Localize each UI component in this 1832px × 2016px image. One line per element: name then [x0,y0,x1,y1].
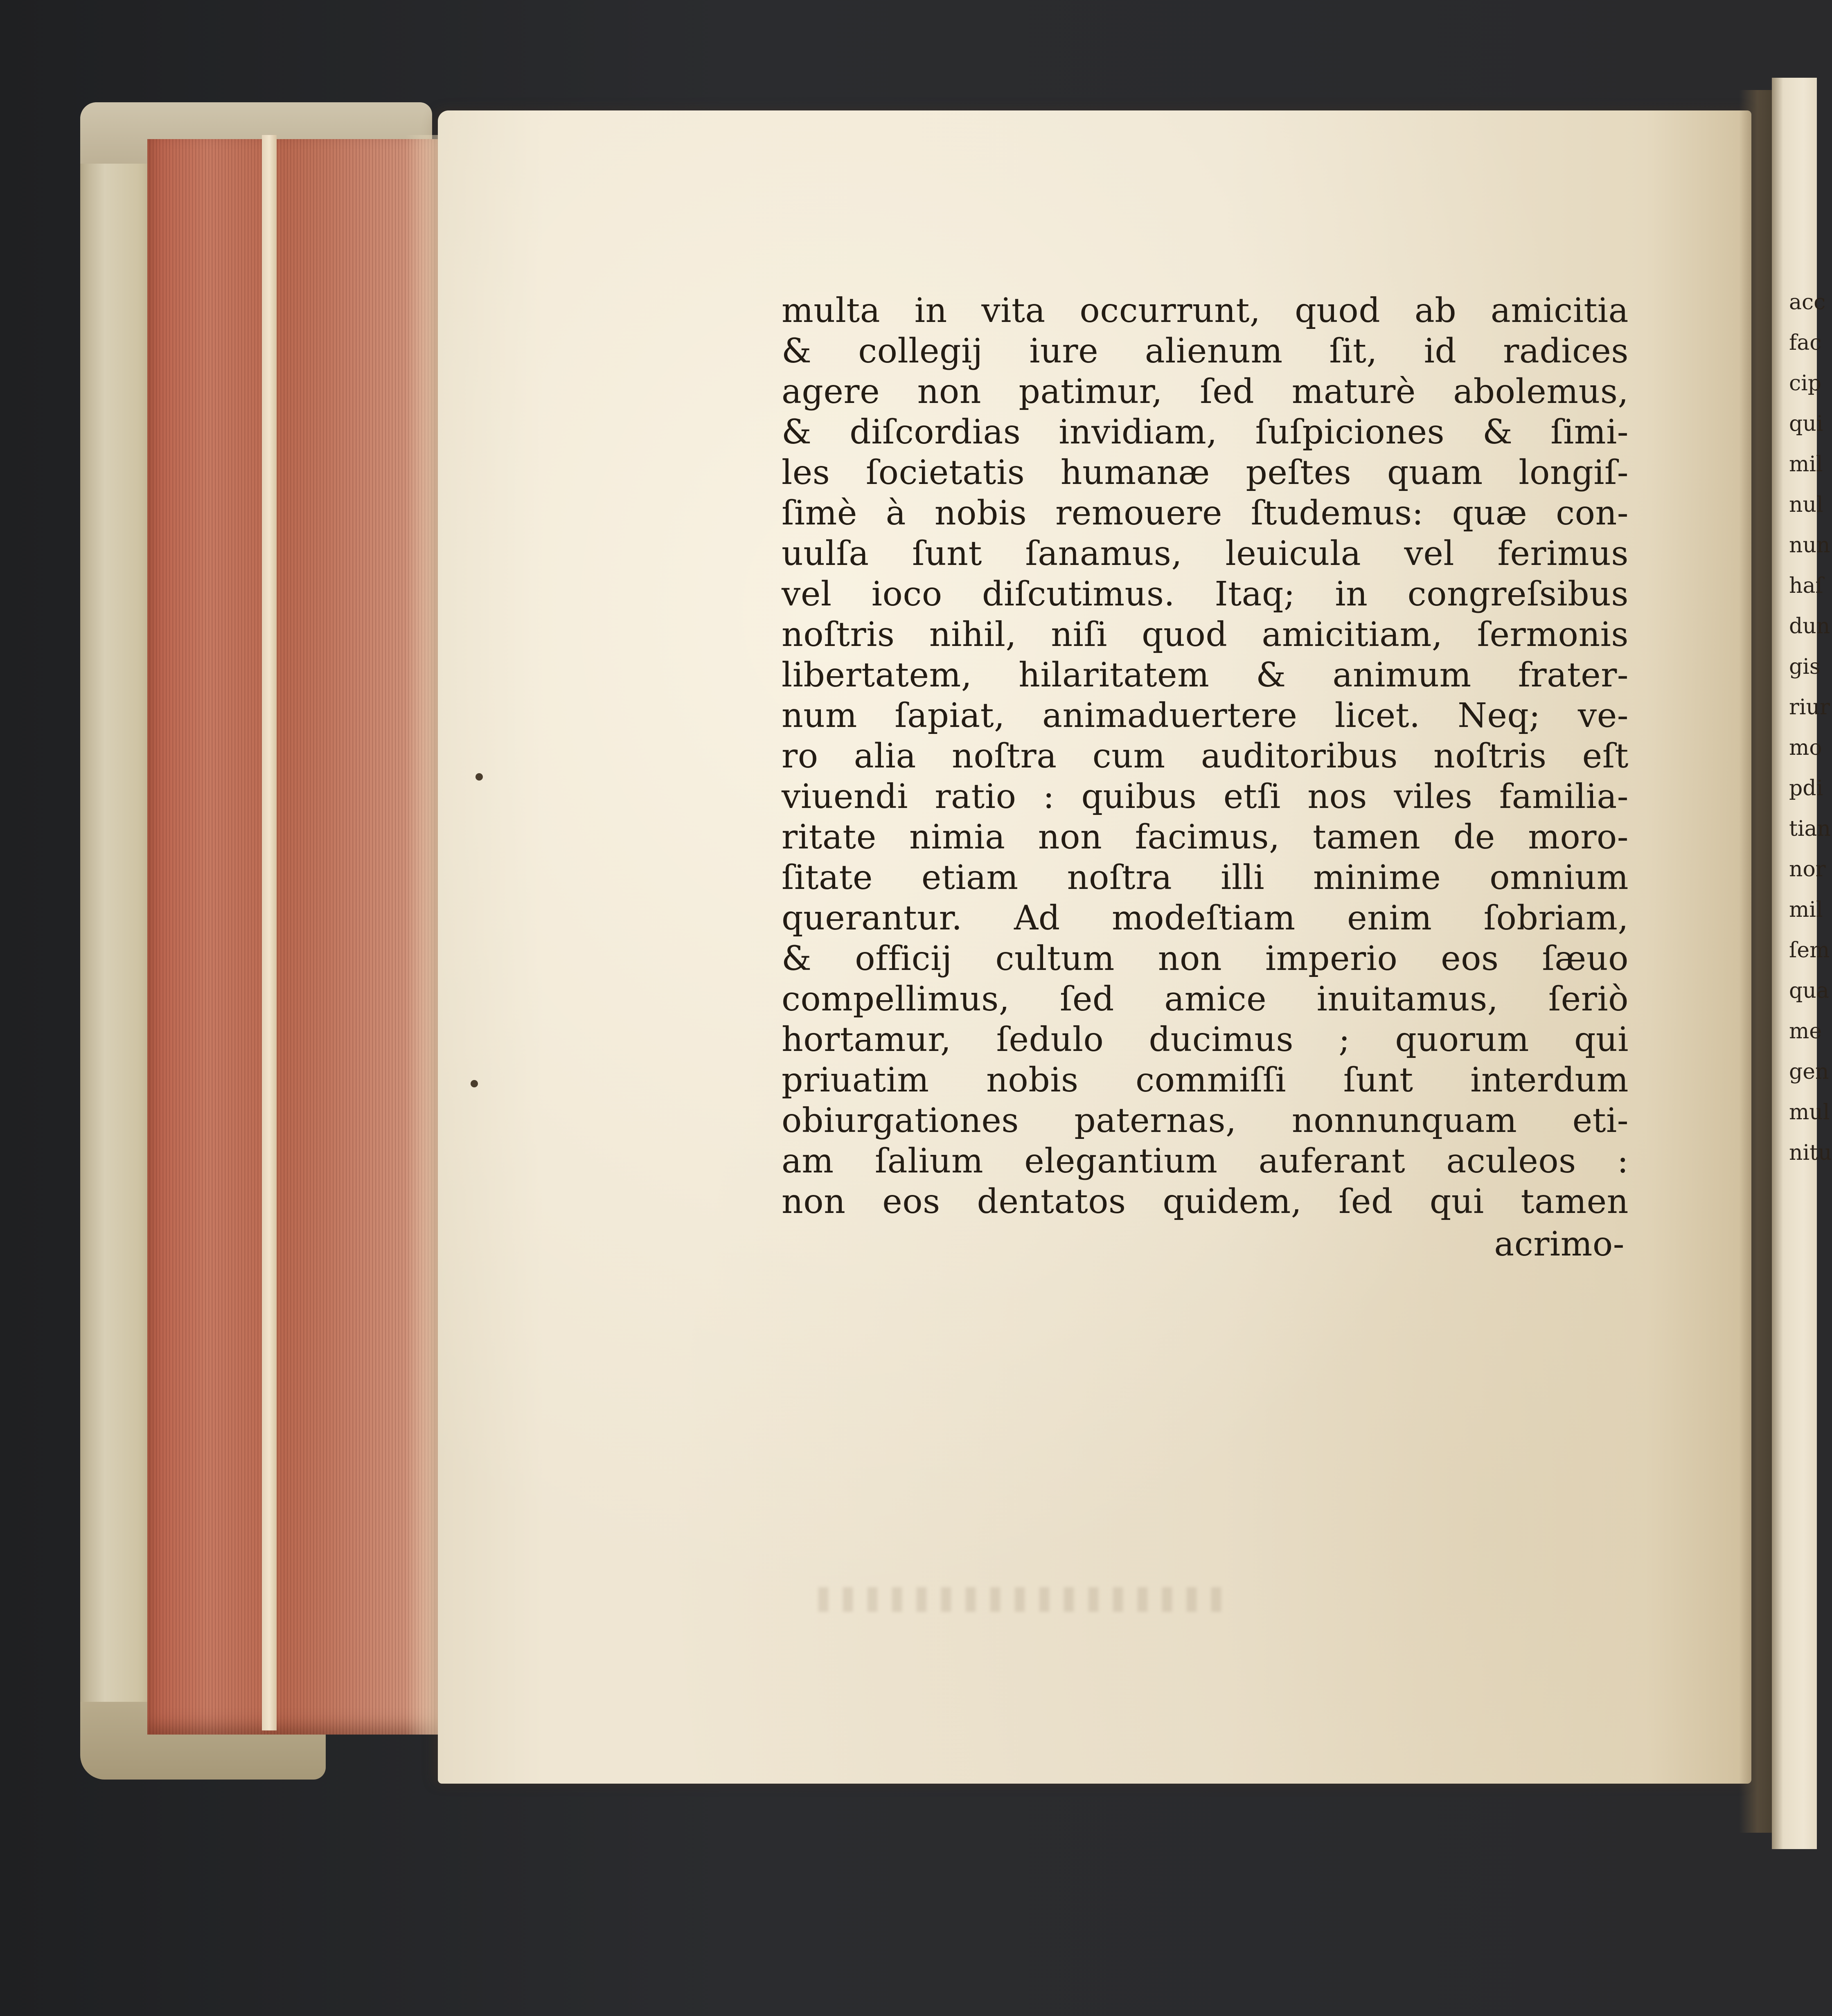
text-line: les ſocietatis humanæ peſtes quam longiſ- [782,452,1629,493]
text-line: vel ioco diſcutimus. Itaq; in congreſsibus [782,574,1629,614]
text-line: uulſa ſunt ſanamus, leuicula vel ferimus [782,533,1629,574]
text-line: & diſcordias invidiam, ſuſpiciones & ſimi- [782,412,1629,452]
text-line: compellimus, ſed amice inuitamus, ſeriò [782,979,1629,1019]
facing-fragment: ſem [1789,930,1817,971]
facing-fragment: qui [1789,404,1817,444]
facing-fragment: cip [1789,363,1817,404]
facing-fragment: fac [1789,323,1817,363]
facing-fragment: mul [1789,1092,1817,1133]
text-line: noſtris nihil, niſi quod amicitiam, ſermonis [782,614,1629,655]
text-line: ſimè à nobis remouere ſtudemus: quæ con- [782,493,1629,533]
facing-fragment: nul [1789,485,1817,525]
facing-fragment: nun [1789,525,1817,566]
text-line: priuatim nobis commiſſi ſunt interdum [782,1060,1629,1100]
facing-fragment: tian [1789,809,1817,849]
text-line: non eos dentatos quidem, ſed qui tamen [782,1181,1629,1222]
text-line: agere non patimur, ſed maturè abolemus, [782,371,1629,412]
text-line: hortamur, ſedulo ducimus ; quorum qui [782,1019,1629,1060]
facing-fragment: nor [1789,849,1817,890]
facing-fragment: mil [1789,444,1817,485]
text-line: ſitate etiam noſtra illi minime omnium [782,857,1629,898]
text-line: viuendi ratio : quibus etſi nos viles familia- [782,776,1629,817]
catchword: acrimo- [782,1222,1629,1267]
facing-fragment: mil [1789,890,1817,930]
facing-fragment: nitu [1789,1133,1817,1173]
facing-fragment: me [1789,1011,1817,1052]
facing-fragment: dun [1789,606,1817,647]
text-line: & collegij iure alienum ſit, id radices [782,331,1629,371]
text-line: obiurgationes paternas, nonnunquam eti- [782,1100,1629,1141]
text-line: multa in vita occurrunt, quod ab amicitia [782,290,1629,331]
facing-fragment: mo [1789,728,1817,768]
facing-fragment: acc [1789,282,1817,323]
text-line: num ſapiat, animaduertere licet. Neq; ve- [782,695,1629,736]
facing-fragment: qua [1789,971,1817,1011]
text-line: ro alia noſtra cum auditoribus noſtris eſt [782,736,1629,776]
text-line: libertatem, hilaritatem & animum frater- [782,655,1629,695]
facing-fragment: pdi [1789,768,1817,809]
text-line: & officij cultum non imperio eos ſæuo [782,938,1629,979]
facing-fragment: gen [1789,1052,1817,1092]
text-line: am ſalium elegantium auferant aculeos : [782,1141,1629,1181]
text-line: querantur. Ad modeſtiam enim ſobriam, [782,898,1629,938]
text-line: ritate nimia non facimus, tamen de moro- [782,817,1629,857]
facing-fragment: gis [1789,647,1817,687]
facing-fragment: riur [1789,687,1817,728]
facing-fragment: haſ [1789,566,1817,606]
